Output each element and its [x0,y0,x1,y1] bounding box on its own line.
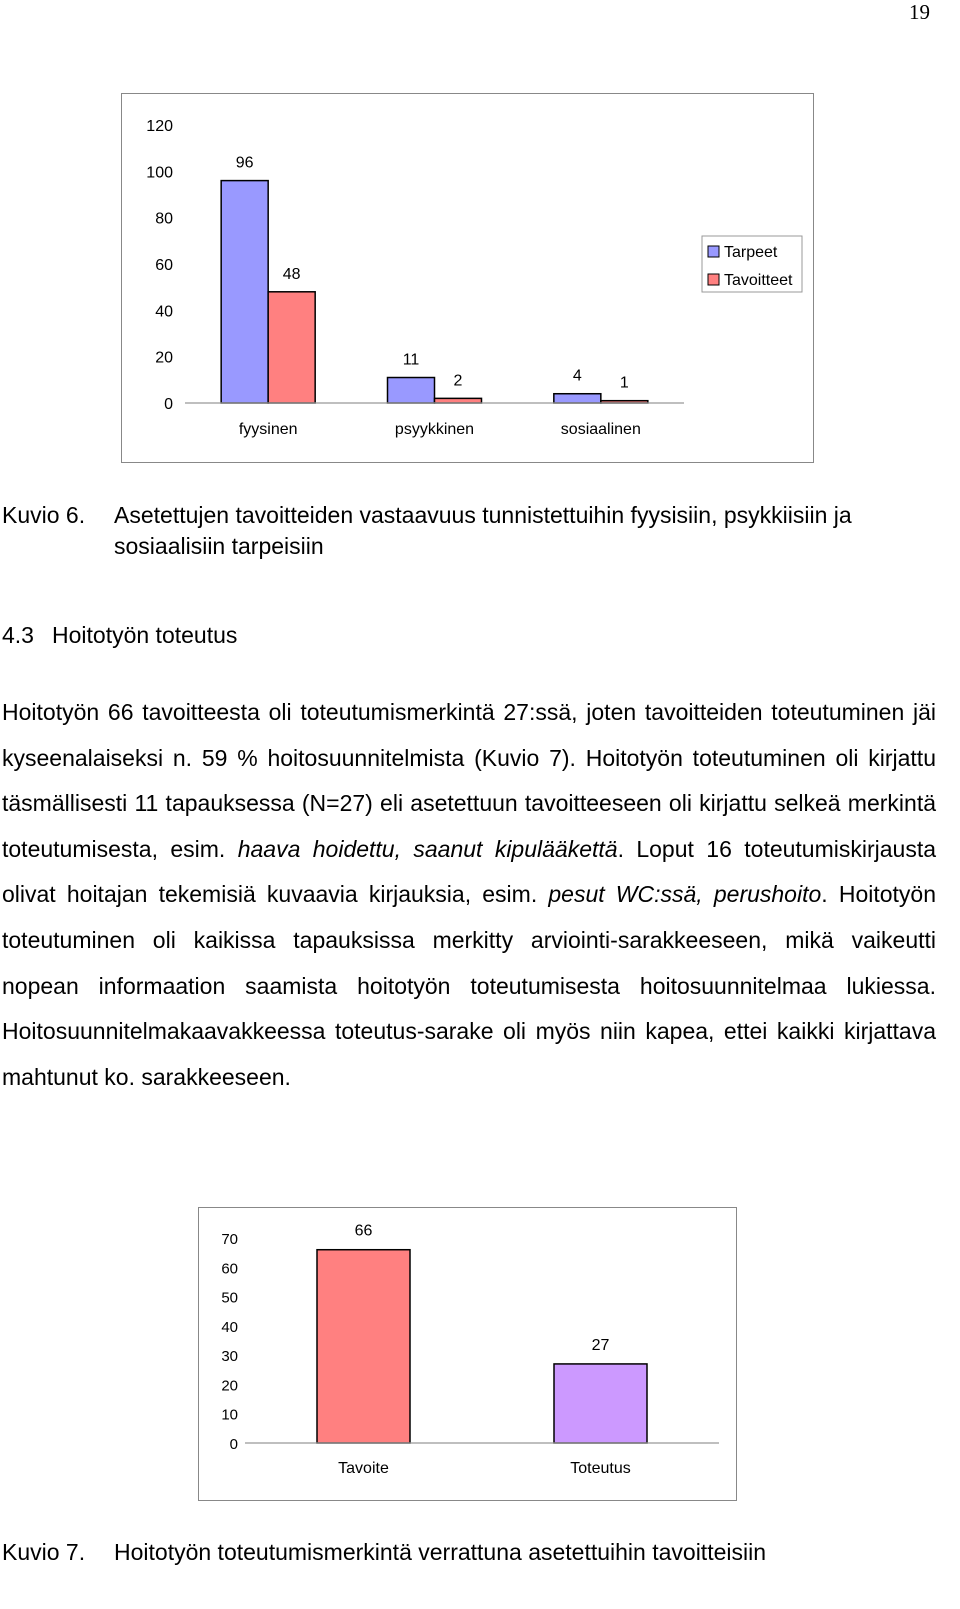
bar [268,292,315,403]
y-tick-label: 40 [155,303,173,321]
body-paragraph [2,690,936,1100]
y-tick-label: 60 [221,1260,238,1278]
bar [317,1250,410,1443]
bar [388,378,435,403]
data-label: 11 [402,351,420,369]
y-tick-label: 80 [155,210,173,228]
x-tick-label: Toteutus [570,1460,631,1477]
data-label: 1 [619,374,629,392]
paragraph-example-2: pesut WC:ssä, perushoito [548,881,822,908]
bar [554,1364,647,1443]
y-tick-label: 0 [164,396,173,413]
figure6-caption-text: Asetettujen tavoitteiden vastaavuus tunnistettuihin fyysisiin, psykkiisiin ja sosiaalisiin tarpeisiin [114,502,852,559]
bar [435,398,482,403]
paragraph-text-1: Hoitotyön 66 tavoitteesta oli toteutumismerkintä 27:ssä, joten tavoitteiden toteutuminen jäi kyseenalaiseksi n. 59 % hoitosuunnitelmista (Kuvio 7). Hoitotyön toteutuminen oli kirjattu täsmällisesti 11 tapauksessa (N=27) eli asetettuun tavoitteeseen oli kirjattu selkeä merkintä toteutumisesta, esim. [2,699,936,862]
legend-swatch [708,274,719,285]
y-tick-label: 20 [221,1377,238,1395]
data-label: 66 [354,1222,373,1240]
y-tick-label: 10 [221,1406,238,1424]
data-label: 2 [453,372,463,390]
data-label: 4 [572,367,582,385]
x-tick-label: psyykkinen [394,421,475,438]
section-number: 4.3 [2,622,34,648]
section-title: Hoitotyön toteutus [52,622,238,648]
section-heading [2,622,237,649]
legend-swatch [708,246,719,257]
y-tick-label: 100 [146,164,173,182]
data-label: 96 [235,154,254,172]
chart-needs-vs-goals [121,93,814,463]
data-label: 48 [282,265,301,283]
page-number: 19 [909,0,930,24]
x-tick-label: sosiaalinen [560,421,641,438]
legend-label: Tarpeet [724,244,778,261]
y-tick-label: 0 [229,1436,238,1453]
y-tick-label: 50 [221,1289,238,1307]
bar [554,394,601,403]
data-label: 27 [591,1336,610,1354]
x-tick-label: Tavoite [338,1460,389,1477]
chart-goal-vs-implementation [198,1207,737,1501]
figure7-caption [2,1537,944,1568]
paragraph-text-2: . Loput 16 toteutumiskirjausta olivat hoitajan tekemisiä kuvaavia kirjauksia, esim. [2,835,937,908]
y-tick-label: 70 [221,1231,238,1248]
x-tick-label: fyysinen [238,421,298,438]
chart2-svg [199,1208,736,1500]
y-tick-label: 20 [155,349,173,367]
bar [221,181,268,403]
paragraph-text-3: . Hoitotyön toteutuminen oli kaikissa tapauksissa merkitty arviointi-sarakkeeseen, mikä vaikeutti nopean informaation saamista hoitotyön toteutumisesta hoitosuunnitelmaa lukiessa. Hoitosuunnitelmakaavakkeessa toteutus-sarake oli myös niin kapea, ettei kaikki kirjattava mahtunut ko. sarakkeeseen. [2,881,937,1090]
legend-label: Tavoitteet [724,272,793,289]
figure7-label: Kuvio 7. [2,1539,86,1565]
chart1-svg [122,94,813,462]
y-tick-label: 60 [155,257,173,274]
figure6-label: Kuvio 6. [2,502,86,528]
figure6-caption [2,500,944,562]
figure7-caption-text: Hoitotyön toteutumismerkintä verrattuna asetettuihin tavoitteisiin [114,1539,766,1565]
paragraph-example-1: haava hoidettu, saanut kipulääkettä [237,835,618,862]
y-tick-label: 120 [146,118,173,135]
y-tick-label: 30 [221,1348,238,1366]
y-tick-label: 40 [221,1318,238,1336]
